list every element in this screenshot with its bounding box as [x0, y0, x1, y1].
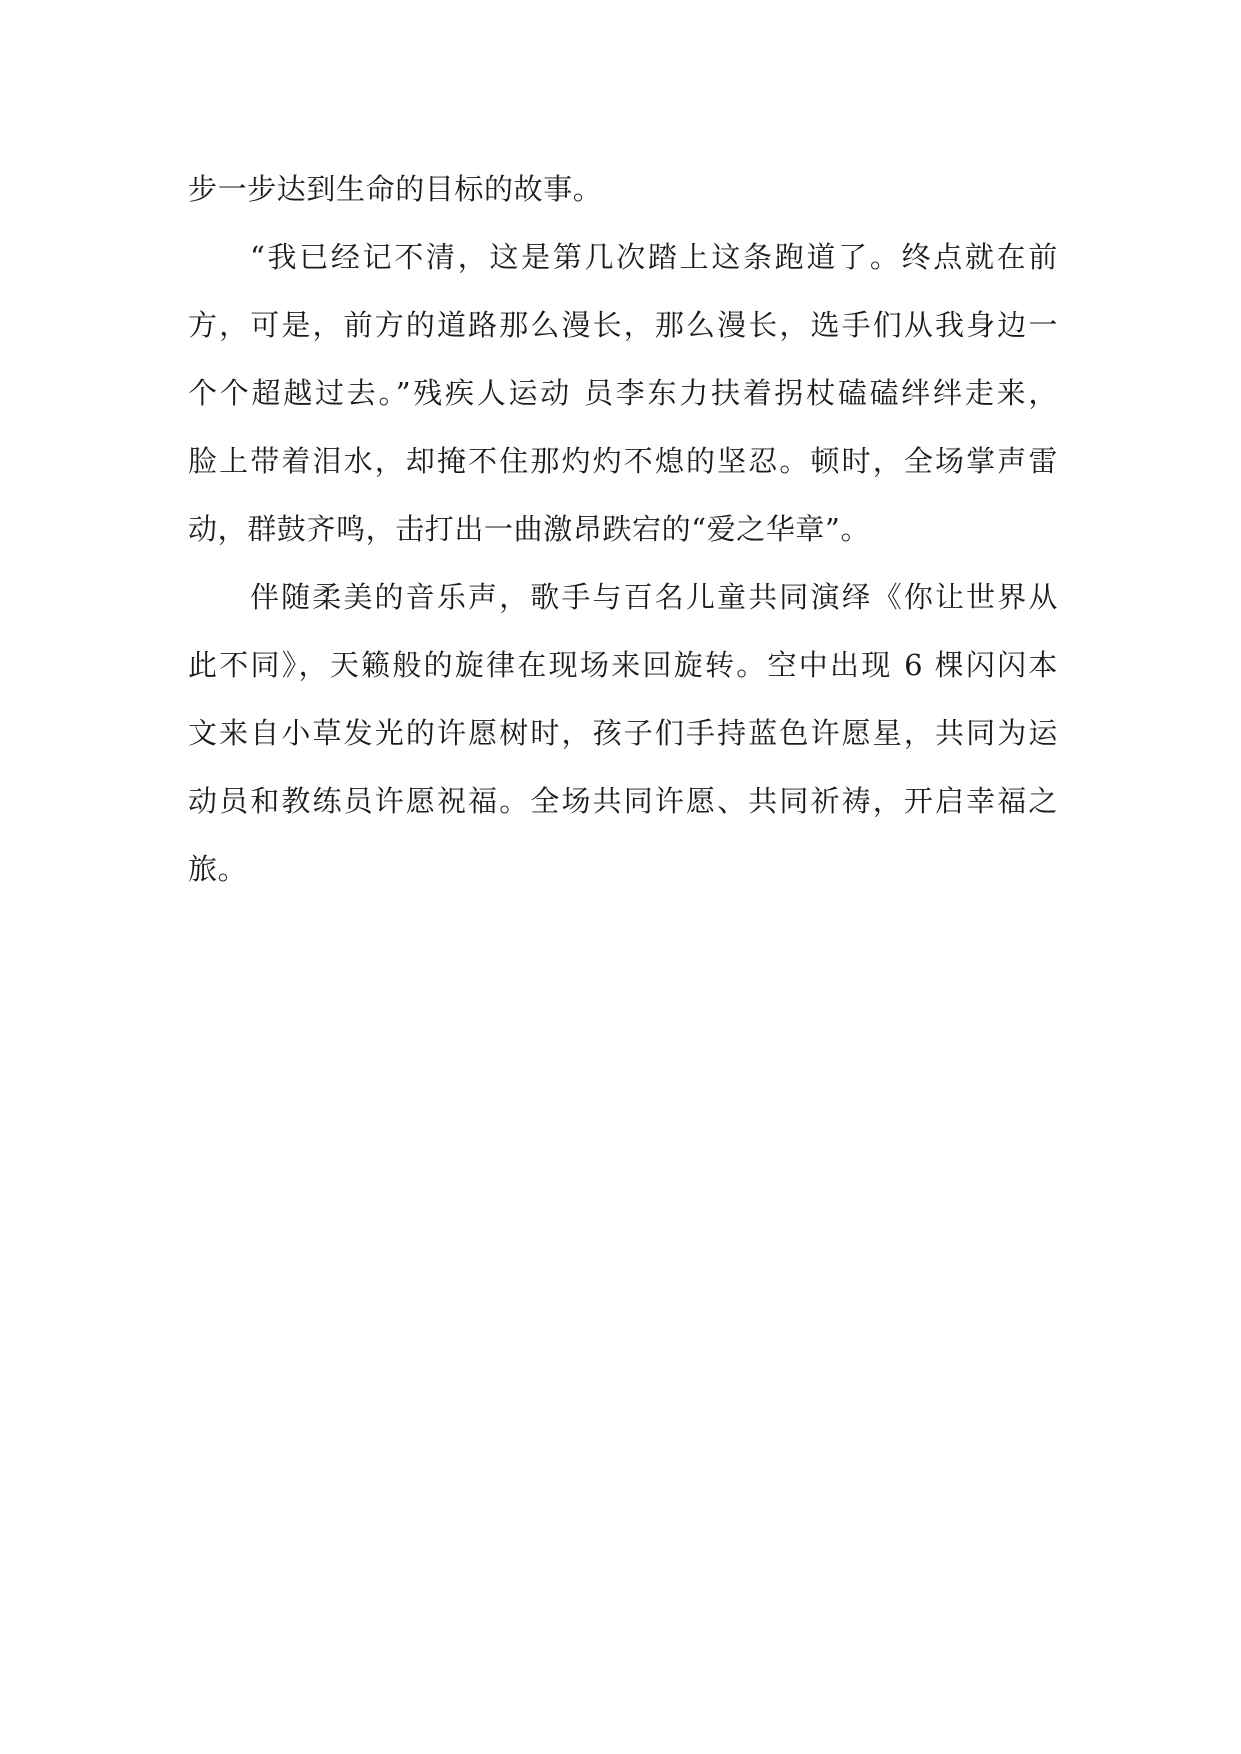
paragraph-2-line-3: 个个超越过去。”残疾人运动 员李东力扶着拐杖磕磕绊绊走来，	[188, 376, 1058, 410]
paragraph-3-line-3: 文来自小草发光的许愿树时，孩子们手持蓝色许愿星，共同为运	[188, 716, 1058, 750]
paragraph-3-line-1: 伴随柔美的音乐声，歌手与百名儿童共同演绎《你让世界从	[250, 580, 1058, 614]
paragraph-2-line-5: 动，群鼓齐鸣，击打出一曲激昂跌宕的“爱之华章”。	[188, 512, 871, 546]
paragraph-2-line-1: “我已经记不清，这是第几次踏上这条跑道了。终点就在前	[250, 240, 1058, 274]
paragraph-1-line-1: 步一步达到生命的目标的故事。	[188, 172, 603, 206]
document-body	[188, 155, 1058, 903]
paragraph-2-line-2: 方，可是，前方的道路那么漫长，那么漫长，选手们从我身边一	[188, 308, 1058, 342]
paragraph-3-line-4: 动员和教练员许愿祝福。全场共同许愿、共同祈祷，开启幸福之	[188, 784, 1058, 818]
paragraph-2-line-4: 脸上带着泪水，却掩不住那灼灼不熄的坚忍。顿时，全场掌声雷	[188, 444, 1058, 478]
paragraph-3-line-5: 旅。	[188, 852, 248, 886]
paragraph-3-line-2: 此不同》，天籁般的旋律在现场来回旋转。空中出现 6 棵闪闪本	[188, 648, 1058, 682]
